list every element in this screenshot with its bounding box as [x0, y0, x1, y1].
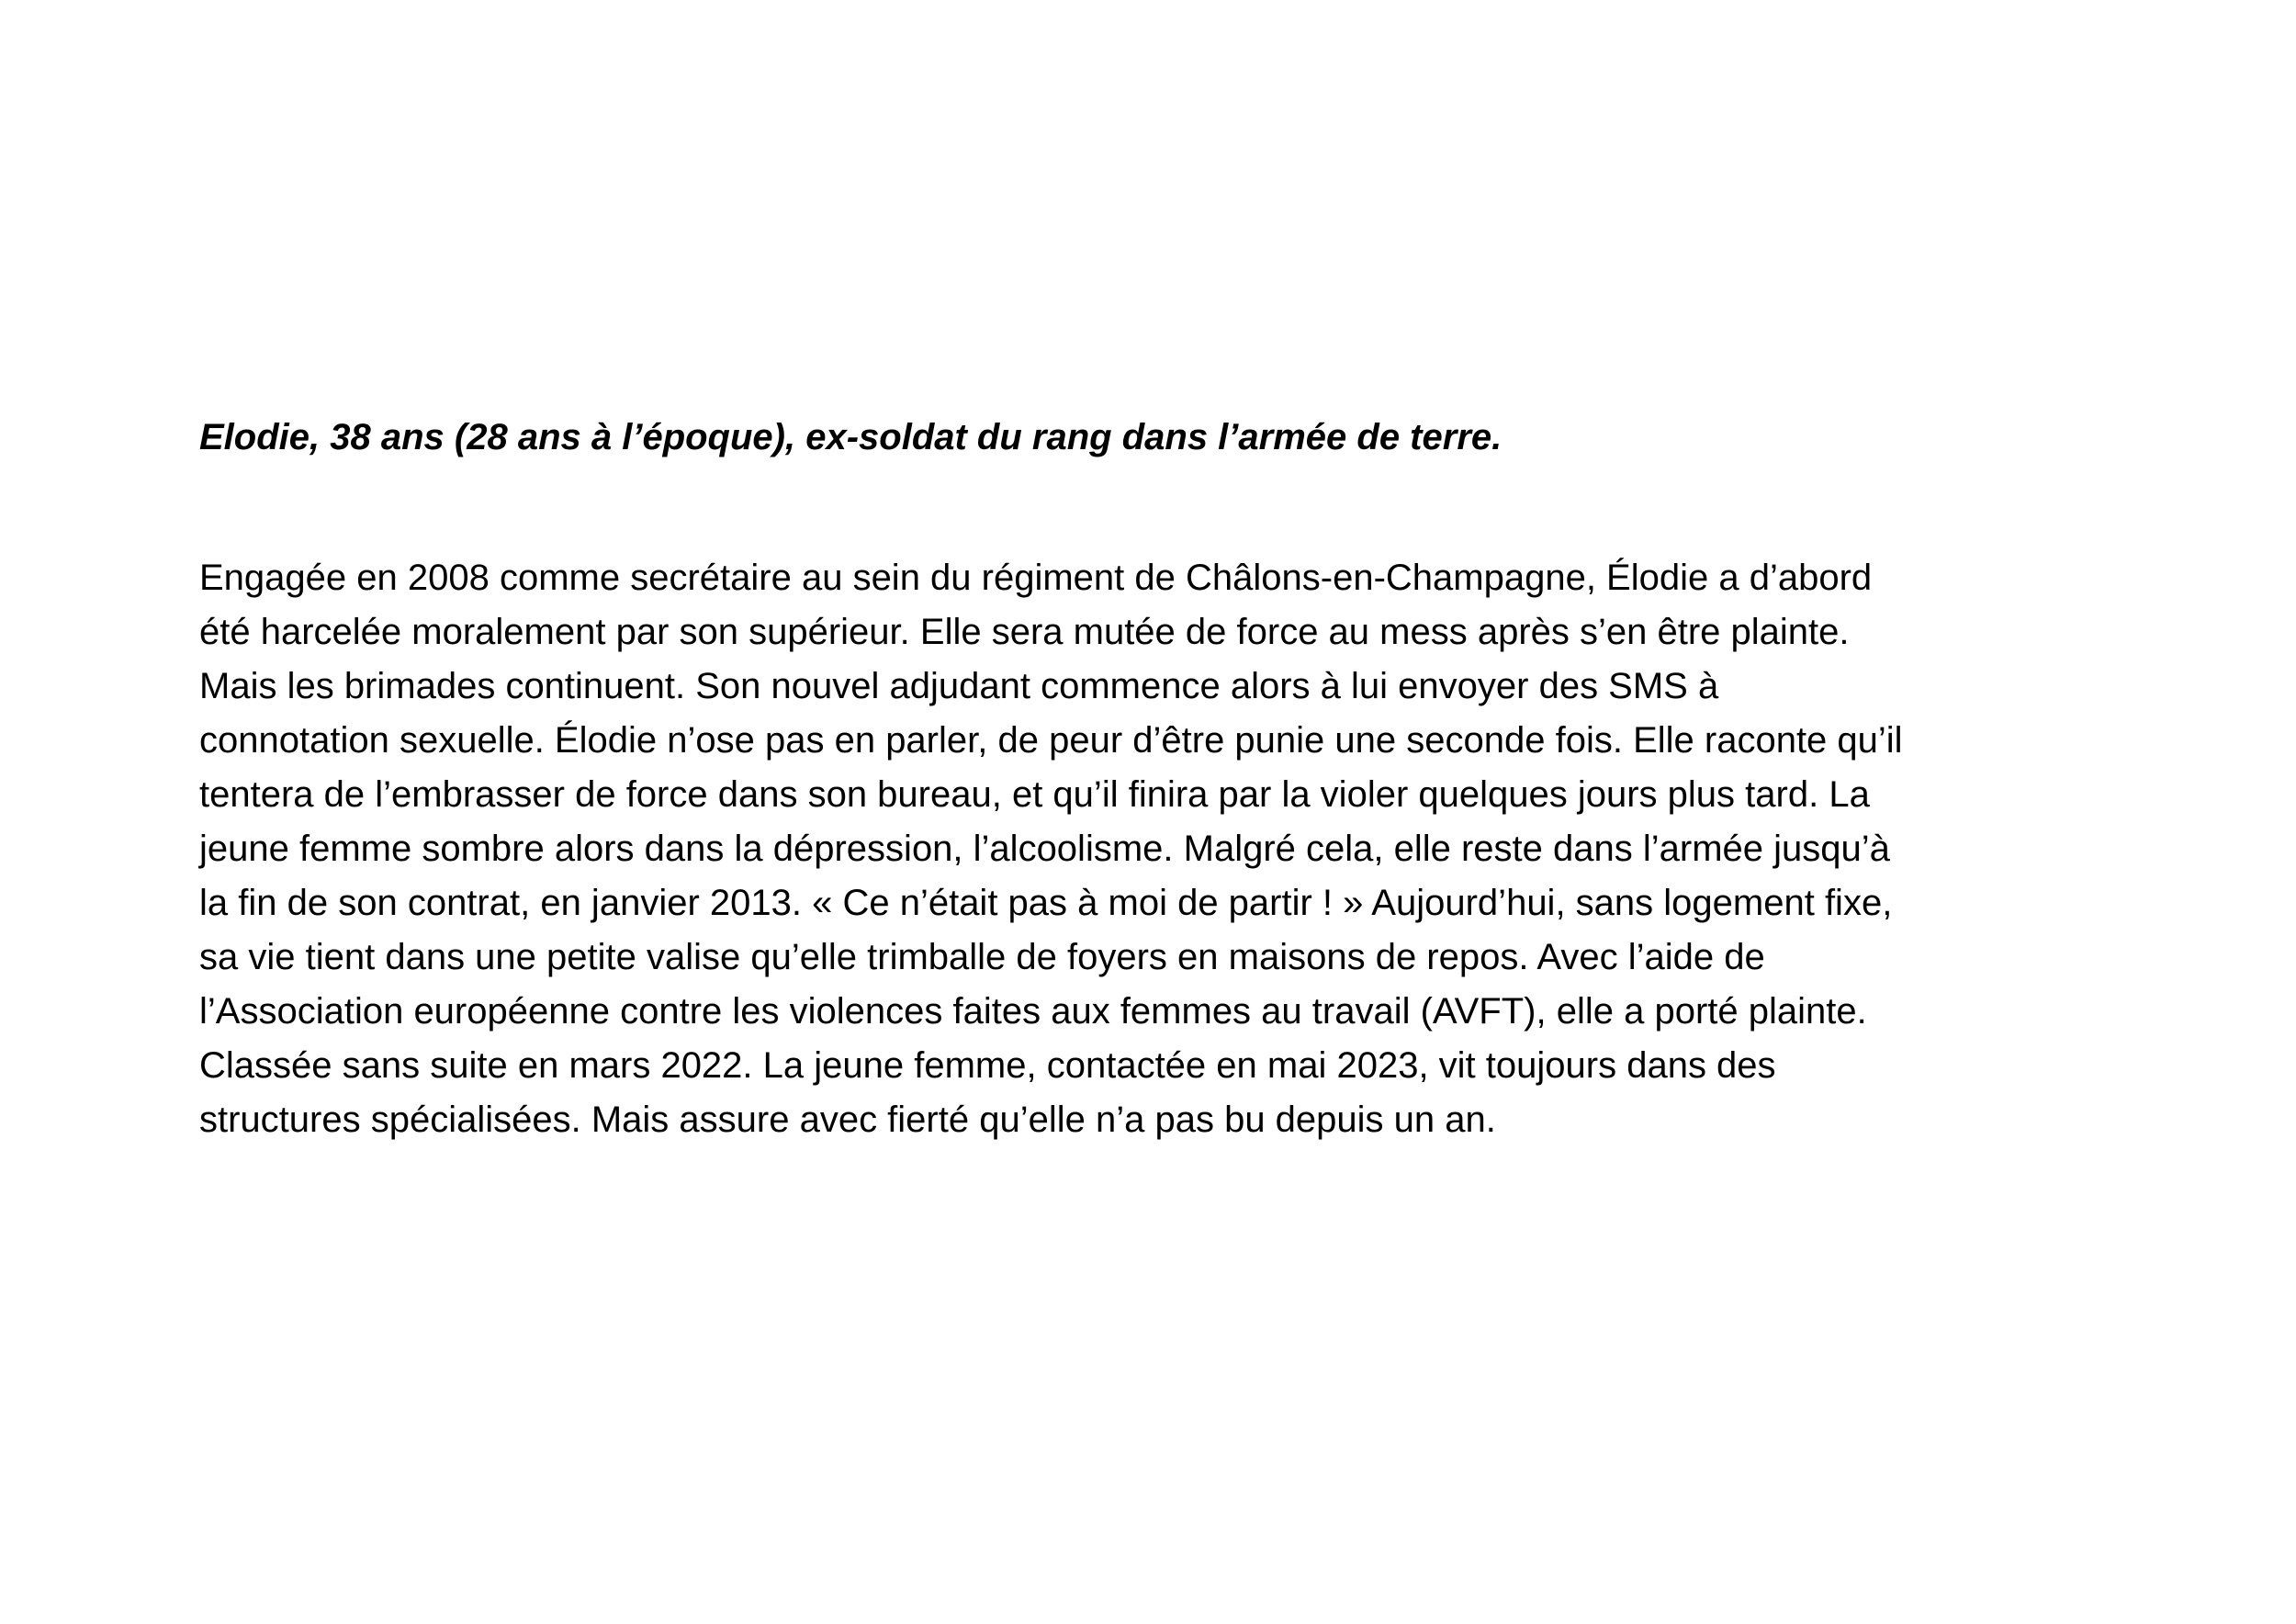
paragraph-line: structures spécialisées. Mais assure avec fierté qu’elle n’a pas bu depuis un an.: [199, 1100, 1496, 1140]
paragraph-line: tentera de l’embrasser de force dans son bureau, et qu’il finira par la violer quelques jours plus tard. La: [199, 774, 1870, 815]
paragraph-line: jeune femme sombre alors dans la dépression, l’alcoolisme. Malgré cela, elle reste dans l’armée jusqu’à: [199, 829, 1890, 869]
paragraph-line: Classée sans suite en mars 2022. La jeune femme, contactée en mai 2023, vit toujours dans des: [199, 1045, 1776, 1086]
paragraph-line: l’Association européenne contre les violences faites aux femmes au travail (AVFT), elle a porté plainte.: [199, 991, 1867, 1032]
paragraph-line: Mais les brimades continuent. Son nouvel adjudant commence alors à lui envoyer des SMS à: [199, 666, 1719, 706]
paragraph-line: sa vie tient dans une petite valise qu’elle trimballe de foyers en maisons de repos. Avec l’aide de: [199, 937, 1765, 977]
paragraph-line: Engagée en 2008 comme secrétaire au sein du régiment de Châlons-en-Champagne, Élodie a d’abord: [199, 558, 1873, 598]
paragraph-line: été harcelée moralement par son supérieur. Elle sera mutée de force au mess après s’en être plainte.: [199, 612, 1850, 652]
paragraph-line: la fin de son contrat, en janvier 2013. « Ce n’était pas à moi de partir ! » Aujourd’hui, sans logement fixe,: [199, 883, 1893, 923]
paragraph-line: connotation sexuelle. Élodie n’ose pas en parler, de peur d’être punie une seconde fois. Elle raconte qu’il: [199, 720, 1903, 761]
document-heading: Elodie, 38 ans (28 ans à l’époque), ex-soldat du rang dans l’armée de terre.: [199, 417, 1503, 457]
document-paragraph: [199, 551, 2146, 1147]
